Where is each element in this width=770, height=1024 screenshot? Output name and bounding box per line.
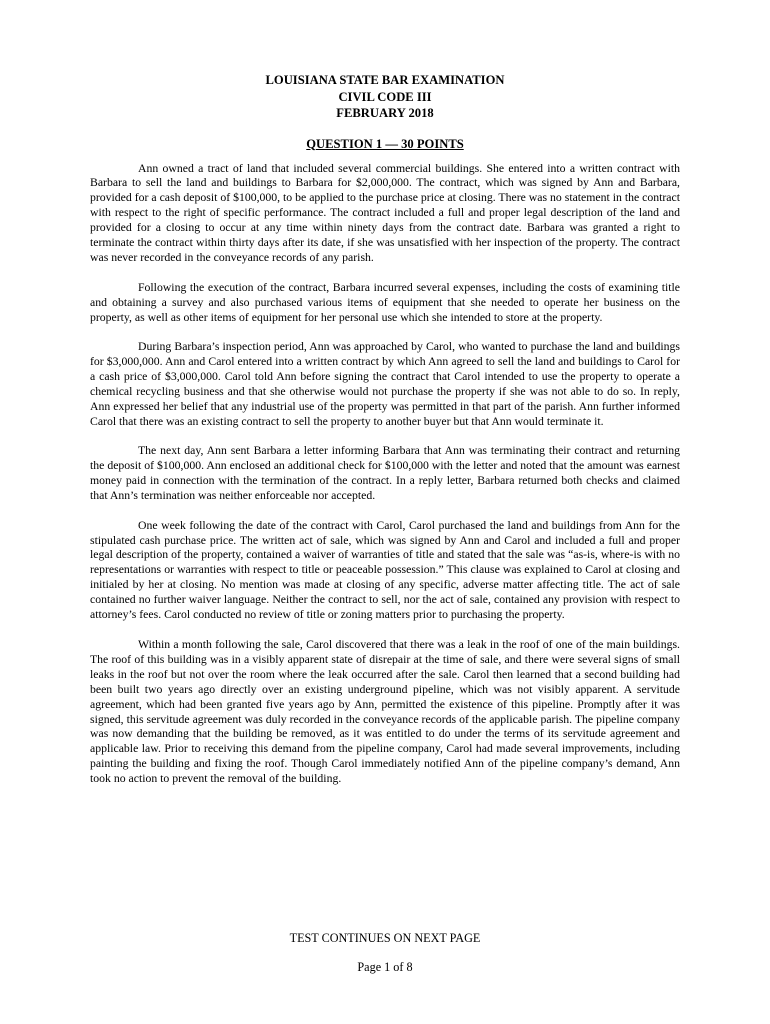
continue-notice: TEST CONTINUES ON NEXT PAGE bbox=[289, 931, 481, 945]
page-number: Page 1 of 8 bbox=[357, 960, 413, 974]
paragraph-5: One week following the date of the contract with Carol, Carol purchased the land and buildings from Ann for the stipulated cash purchase price. The written act of sale, which was signed by Ann and Carol and included a full and proper legal description of the property, contained a waiver of warranties of title and stated that the sale was “as-is, where-is with no representations or warranties with respect to title or peaceable possession.” This clause was explained to Carol at closing and initialed by her at closing. No mention was made at closing of any specific, adverse matter affecting title. The act of sale contained no further waiver language. Neither the contract to sell, nor the act of sale, contained any provision with respect to attorney’s fees. Carol conducted no review of title or zoning matters prior to purchasing the property. bbox=[90, 518, 680, 622]
exam-date: FEBRUARY 2018 bbox=[336, 106, 434, 120]
question-title: QUESTION 1 — 30 POINTS bbox=[306, 136, 464, 151]
paragraph-2: Following the execution of the contract, Barbara incurred several expenses, including the costs of examining title and obtaining a survey and also purchased various items of equipment that she needed to operate her business on the property, as well as other items of equipment for her personal use which she intended to store at the property. bbox=[90, 280, 680, 324]
exam-page bbox=[90, 72, 680, 787]
exam-title: LOUISIANA STATE BAR EXAMINATION bbox=[265, 73, 505, 87]
paragraph-1: Ann owned a tract of land that included several commercial buildings. She entered into a written contract with Barbara to sell the land and buildings to Barbara for $2,000,000. The contract, which was signed by Ann and Barbara, provided for a cash deposit of $100,000, to be applied to the purchase price at closing. There was no statement in the contract with respect to the right of specific performance. The contract included a full and proper legal description of the land and provided for a closing to occur at any time within ninety days from the contract date. Barbara was granted a right to terminate the contract within thirty days after its date, if she was unsatisfied with her inspection of the property. The contract was never recorded in the conveyance records of any parish. bbox=[90, 161, 680, 265]
paragraph-4: The next day, Ann sent Barbara a letter informing Barbara that Ann was terminating their contract and returning the deposit of $100,000. Ann enclosed an additional check for $100,000 with the letter and noted that the amount was earnest money paid in connection with the termination of the contract. In a reply letter, Barbara returned both checks and claimed that Ann’s termination was neither enforceable nor accepted. bbox=[90, 444, 680, 503]
exam-subject: CIVIL CODE III bbox=[338, 89, 432, 104]
paragraph-3: During Barbara’s inspection period, Ann was approached by Carol, who wanted to purchase the land and buildings for $3,000,000. Ann and Carol entered into a written contract by which Ann agreed to sell the land and buildings to Carol for a cash price of $3,000,000. Carol told Ann before signing the contract that Carol intended to use the property to operate a chemical recycling business and that she otherwise would not purchase the property if she was not able to do so. In reply, Ann expressed her belief that any industrial use of the property was permitted in that part of the parish. Ann further informed Carol that there was an existing contract to sell the property to another buyer but that Ann would terminate it. bbox=[90, 340, 680, 428]
paragraph-6: Within a month following the sale, Carol discovered that there was a leak in the roof of one of the main buildings. The roof of this building was in a visibly apparent state of disrepair at the time of sale, and there were several signs of small leaks in the roof but not over the room where the leak occurred after the sale. Carol then learned that a second building had been built two years ago directly over an existing underground pipeline, which was not visibly apparent. A servitude agreement, which had been granted five years ago by Ann, permitted the existence of this pipeline. Promptly after it was signed, this servitude agreement was duly recorded in the conveyance records of the applicable parish. The pipeline company was now demanding that the building be removed, as it was entitled to do under the terms of its servitude agreement and applicable law. Prior to receiving this demand from the pipeline company, Carol had made several improvements, including painting the building and fixing the roof. Though Carol immediately notified Ann of the pipeline company’s demand, Ann took no action to prevent the removal of the building. bbox=[90, 637, 680, 786]
